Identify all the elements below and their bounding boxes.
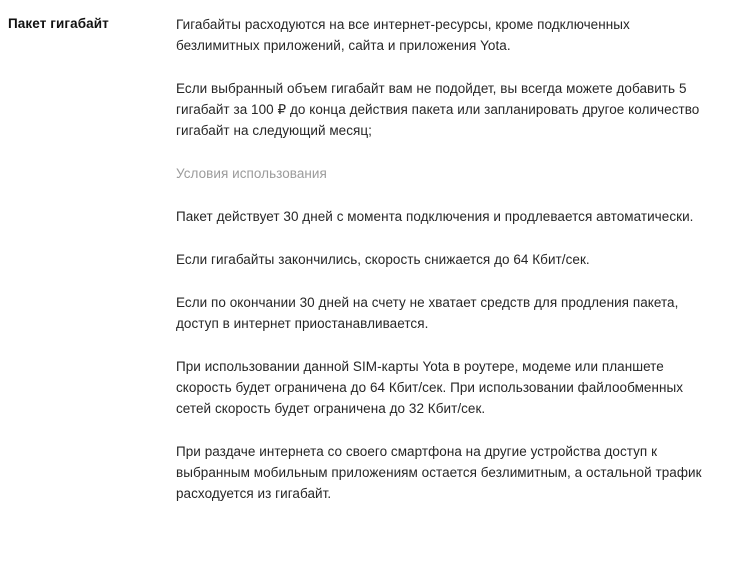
condition-speed-reduction: Если гигабайты закончились, скорость снижается до 64 Кбит/сек. <box>176 252 590 267</box>
condition-package-duration: Пакет действует 30 дней с момента подключения и продлевается автоматически. <box>176 209 694 224</box>
condition-router-modem-tablet: При использовании данной SIM-карты Yota в роутере, модеме или планшете скорость будет ограничена до 64 Кбит/сек. При использовании файлообменных сетей скорость будет ограничена до 32 Кбит/сек. <box>176 359 684 416</box>
term-column <box>8 14 176 33</box>
paragraph-gigabytes-usage: Гигабайты расходуются на все интернет-ресурсы, кроме подключенных безлимитных приложений, сайта и приложения Yota. <box>176 17 630 53</box>
description-column <box>176 14 724 504</box>
paragraph-add-gigabytes: Если выбранный объем гигабайт вам не подойдет, вы всегда можете добавить 5 гигабайт за 100 ₽ до конца действия пакета или запланировать другое количество гигабайт на следующий месяц; <box>176 81 700 138</box>
term-title: Пакет гигабайт <box>8 16 109 31</box>
section-subheading-usage-terms: Условия использования <box>176 166 327 181</box>
condition-insufficient-funds: Если по окончании 30 дней на счету не хватает средств для продления пакета, доступ в интернет приостанавливается. <box>176 295 679 331</box>
condition-tethering: При раздаче интернета со своего смартфона на другие устройства доступ к выбранным мобильным приложениям остается безлимитным, а остальной трафик расходуется из гигабайт. <box>176 444 702 501</box>
